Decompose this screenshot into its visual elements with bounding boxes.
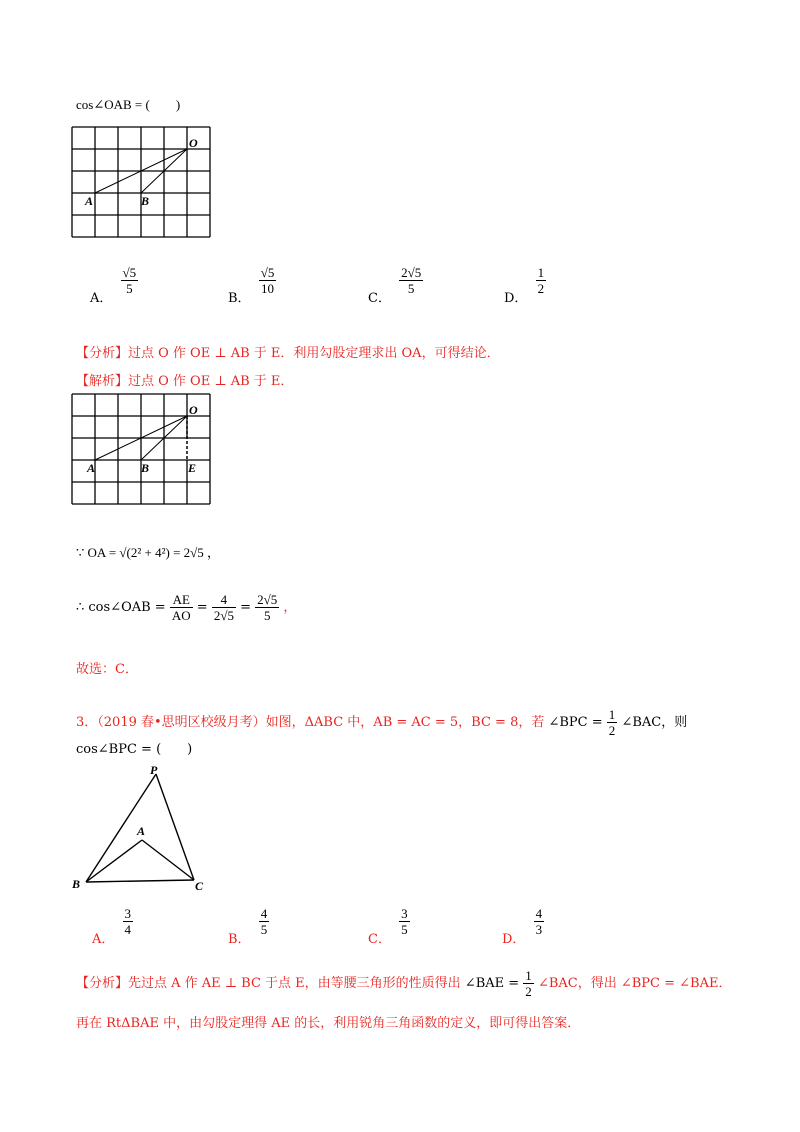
stem-fraction: $\frac{1}{2}$ <box>608 707 616 738</box>
option-letter: C． <box>368 932 391 947</box>
option-b[interactable] <box>228 265 275 306</box>
option-c[interactable] <box>368 265 422 306</box>
point-label-a: A <box>137 824 146 838</box>
option-fraction: $\frac{3}{4}$ <box>124 906 132 937</box>
option-b[interactable] <box>228 906 268 947</box>
option-d[interactable] <box>502 906 543 947</box>
option-a[interactable] <box>90 265 137 306</box>
point-label-a: A <box>87 461 96 475</box>
solution-heading: 【解析】过点 O 作 OE ⊥ AB 于 E． <box>76 374 294 389</box>
point-label-b: B <box>141 194 150 208</box>
option-c[interactable] <box>368 906 408 947</box>
option-letter: D． <box>504 291 528 306</box>
option-fraction: $\frac{4}{5}$ <box>260 906 268 937</box>
analysis-fraction: $\frac{1}{2}$ <box>525 968 532 999</box>
triangle-figure <box>68 762 218 894</box>
point-label-b: B <box>141 461 150 475</box>
fraction-ae-ao: $\frac{AE}{AO}$ <box>171 592 191 623</box>
analysis-text: 【分析】先过点 A 作 AE ⊥ BC 于点 E，由等腰三角形的性质得出 ∠BAE = $\frac{1}{2}$ ∠BAC，得出 ∠BPC = ∠BAE． <box>76 968 732 999</box>
solution-step-2: ∴ cos∠OAB = $\frac{AE}{AO}$ = $\frac{4}{2√5}$ = $\frac{2√5}{5}$ ， <box>76 592 297 623</box>
question-stem: cos∠OAB = ( ) <box>76 97 181 112</box>
step2-prefix: ∴ cos∠OAB = <box>76 600 166 615</box>
option-d[interactable] <box>504 265 545 306</box>
option-fraction: $\frac{2√5}{5}$ <box>401 265 422 296</box>
analysis-text-line2: 再在 RtΔBAE 中，由勾股定理得 AE 的长，利用锐角三角函数的定义，即可得出答案． <box>76 1016 581 1031</box>
fraction-4-2root5: $\frac{4}{2√5}$ <box>213 592 234 623</box>
point-label-o: O <box>189 403 198 417</box>
answer-text: 故选：C． <box>76 662 138 677</box>
grid-figure <box>70 125 215 240</box>
option-letter: C． <box>368 291 391 306</box>
analysis-text: 【分析】过点 O 作 OE ⊥ AB 于 E．利用勾股定理求出 OA，可得结论． <box>76 346 500 361</box>
grid-figure-with-e <box>70 392 215 507</box>
point-label-e: E <box>188 461 197 475</box>
point-label-b: B <box>72 877 81 891</box>
solution-step-1: ∵ OA = √(2² + 4²) = 2√5 ， <box>76 545 221 560</box>
point-label-a: A <box>85 194 94 208</box>
question-3-stem: 3．（2019 春•思明区校级月考）如图，ΔABC 中，AB = AC = 5，BC = 8，若 ∠BPC = $\frac{1}{2}$ ∠BAC，则 <box>76 707 688 738</box>
point-label-c: C <box>195 879 204 893</box>
option-fraction: $\frac{1}{2}$ <box>537 265 545 296</box>
option-fraction: $\frac{√5}{5}$ <box>122 265 137 296</box>
option-fraction: $\frac{√5}{10}$ <box>260 265 275 296</box>
question-3-stem-line2: cos∠BPC = ( ) <box>76 742 193 757</box>
option-letter: A． <box>90 291 113 306</box>
option-letter: A． <box>92 932 115 947</box>
fraction-2root5-5: $\frac{2√5}{5}$ <box>257 592 278 623</box>
point-label-p: P <box>150 763 158 777</box>
option-letter: D． <box>502 932 526 947</box>
option-fraction: $\frac{4}{3}$ <box>535 906 543 937</box>
option-a[interactable] <box>92 906 132 947</box>
option-letter: B． <box>228 291 251 306</box>
option-letter: B． <box>228 932 251 947</box>
option-fraction: $\frac{3}{5}$ <box>401 906 408 937</box>
point-label-o: O <box>189 136 198 150</box>
